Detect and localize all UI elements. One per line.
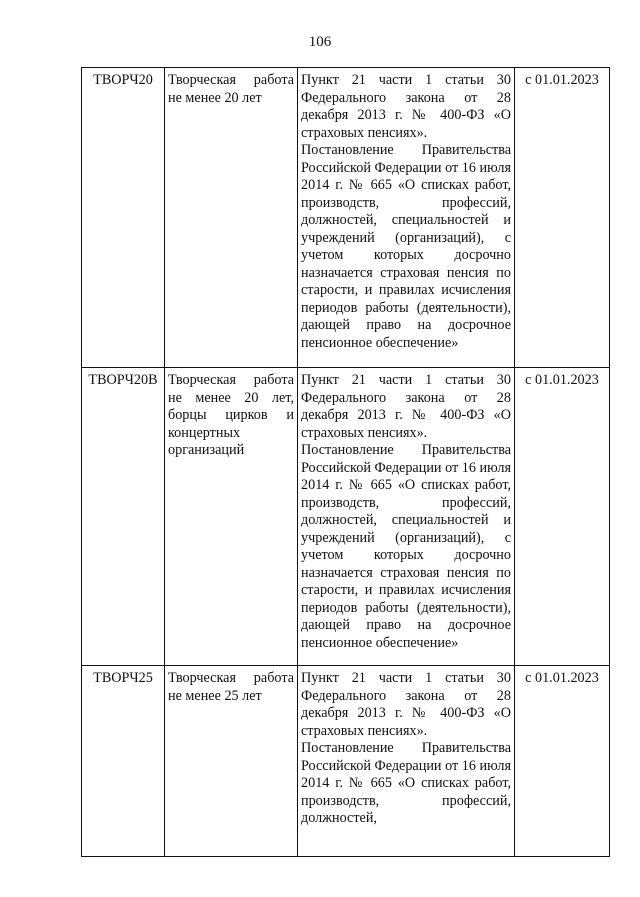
code-cell: ТВОРЧ20В <box>82 368 165 666</box>
code-cell: ТВОРЧ25 <box>82 666 165 857</box>
document-table <box>81 67 610 857</box>
valid-from-cell: с 01.01.2023 <box>515 68 610 368</box>
basis-cell <box>298 368 515 666</box>
basis-cell <box>298 68 515 368</box>
table-row <box>82 368 610 666</box>
valid-from-cell: с 01.01.2023 <box>515 368 610 666</box>
basis-paragraph: Постановление Правительства Российской Федерации от 16 июля 2014 г. № 665 «О списках работ, производств, профессий, должностей, специальностей и учреждений (организаций), с учетом которых досрочно назначается страховая пенсия по старости, и правилах исчисления периодов работы (деятельности), дающей право на досрочное пенсионное обеспечение» <box>301 442 511 651</box>
basis-paragraph: Пункт 21 части 1 статьи 30 Федерального закона от 28 декабря 2013 г. № 400-ФЗ «О страховых пенсиях». <box>301 372 511 441</box>
description-cell: Творческая работа не менее 20 лет, борцы цирков и концертных организаций <box>165 368 298 666</box>
basis-paragraph: Постановление Правительства Российской Федерации от 16 июля 2014 г. № 665 «О списках работ, производств, профессий, должностей, <box>301 740 511 826</box>
basis-cell <box>298 666 515 857</box>
table-row <box>82 666 610 857</box>
code-cell: ТВОРЧ20 <box>82 68 165 368</box>
description-cell: Творческая работа не менее 20 лет <box>165 68 298 368</box>
description-cell: Творческая работа не менее 25 лет <box>165 666 298 857</box>
valid-from-cell: с 01.01.2023 <box>515 666 610 857</box>
page-number: 106 <box>308 34 332 50</box>
basis-paragraph: Пункт 21 части 1 статьи 30 Федерального закона от 28 декабря 2013 г. № 400-ФЗ «О страховых пенсиях». <box>301 670 511 739</box>
basis-paragraph: Пункт 21 части 1 статьи 30 Федерального закона от 28 декабря 2013 г. № 400-ФЗ «О страховых пенсиях». <box>301 72 511 141</box>
table-row <box>82 68 610 368</box>
basis-paragraph: Постановление Правительства Российской Федерации от 16 июля 2014 г. № 665 «О списках работ, производств, профессий, должностей, специальностей и учреждений (организаций), с учетом которых досрочно назначается страховая пенсия по старости, и правилах исчисления периодов работы (деятельности), дающей право на досрочное пенсионное обеспечение» <box>301 142 511 351</box>
